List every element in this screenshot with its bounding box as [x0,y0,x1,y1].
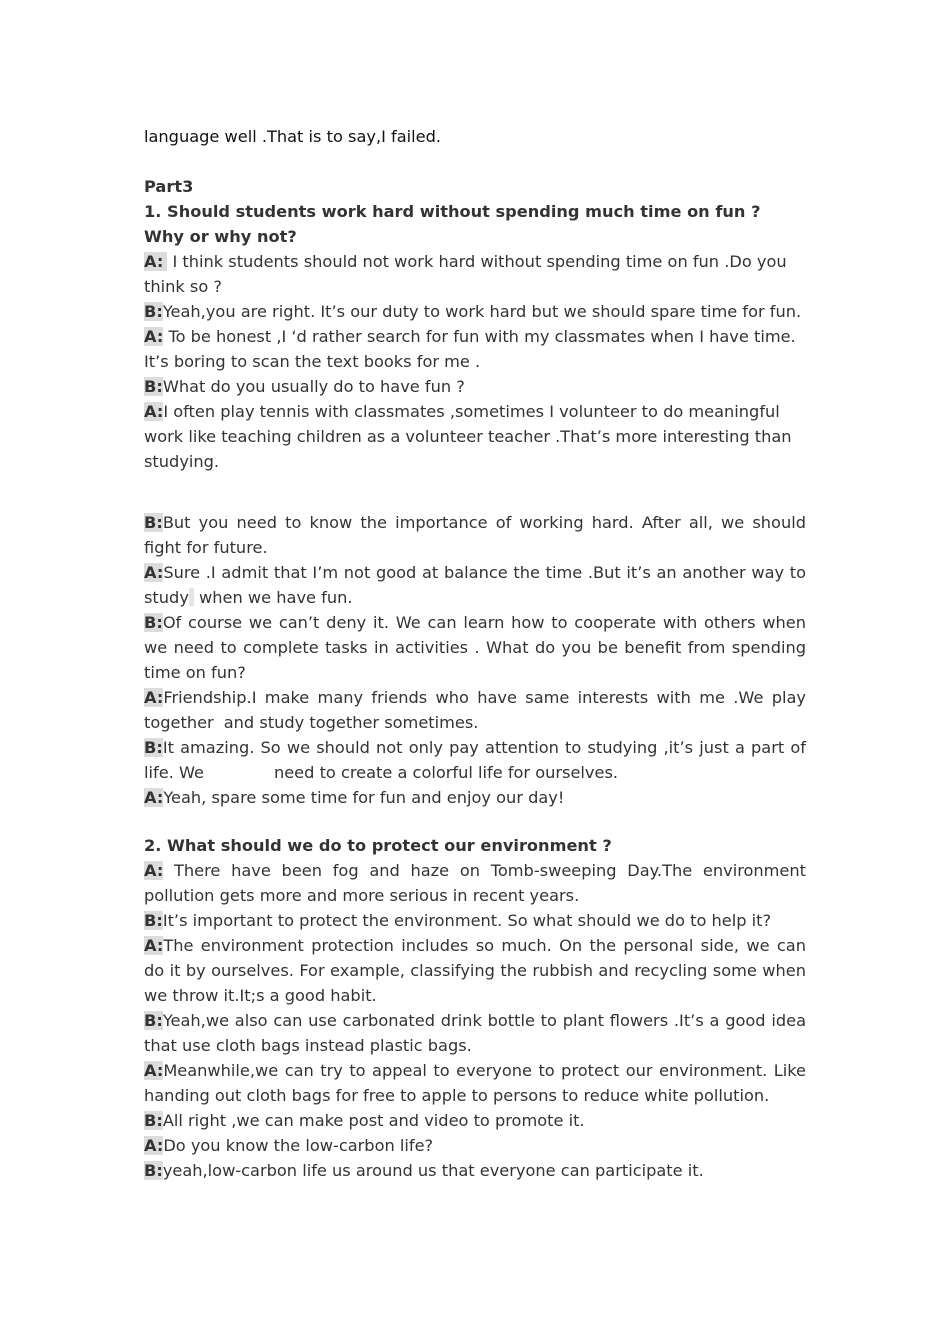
speaker-label: B: [144,1111,163,1130]
question-1-heading: 1. Should students work hard without spending much time on fun ? Why or why not? [144,202,761,246]
speaker-label: B: [144,911,163,930]
turn-text: There have been fog and haze on Tomb-sweeping Day.The environment pollution gets more and more serious in recent years. [144,861,806,905]
speaker-label: B: [144,1161,163,1180]
dialogue-turn [144,324,806,374]
turn-text: I often play tennis with classmates ,sometimes I volunteer to do meaningful work like teaching children as a volunteer teacher .That’s more interesting than studying. [144,402,792,471]
dialogue-turn [144,785,806,810]
speaker-label: B: [144,302,163,321]
turn-text: But you need to know the importance of working hard. After all, we should fight for future. [144,513,806,557]
dialogue-turn [144,299,806,324]
dialogue-turn [144,1008,806,1058]
intro-line: language well .That is to say,I failed. [144,127,442,146]
part-label: Part3 [144,177,194,196]
turn-text: To be honest ,I ‘d rather search for fun with my classmates when I have time. It’s boring to scan the text books for me . [144,327,796,371]
turn-text: Of course we can’t deny it. We can learn how to cooperate with others when we need to complete tasks in activities . What do you be benefit from spending time on fun? [144,613,806,682]
dialogue-turn [144,1158,806,1183]
speaker-label: A: [144,402,164,421]
turn-text: Yeah,we also can use carbonated drink bottle to plant flowers .It’s a good idea that use cloth bags instead plastic bags. [144,1011,806,1055]
speaker-label: A: [144,688,164,707]
question-2-section [144,833,806,1183]
dialogue-turn [144,610,806,685]
turn-text: Friendship.I make many friends who have same interests with me .We play together [144,688,806,732]
speaker-label: A: [144,1136,164,1155]
dialogue-turn [144,1133,806,1158]
dialogue-turn [144,510,806,560]
turn-text: need to create a colorful life for ourselves. [273,763,619,782]
turn-text: Do you know the low-carbon life? [163,1136,434,1155]
speaker-label: B: [144,738,163,757]
turn-text: Meanwhile,we can try to appeal to everyone to protect our environment. Like handing out cloth bags for free to apple to persons to reduce white pollution. [144,1061,806,1105]
speaker-label: A: [144,252,167,271]
speaker-label: A: [144,563,164,582]
question-1-continued [144,510,806,810]
turn-text: and study together sometimes. [223,713,479,732]
turn-text: The environment protection includes so much. On the personal side, we can do it by ourselves. For example, classifying the rubbish and recycling some when we throw it.It;s a good habit. [144,936,806,1005]
dialogue-turn [144,933,806,1008]
turn-text: yeah,low-carbon life us around us that everyone can participate it. [162,1161,704,1180]
dialogue-turn [144,1108,806,1133]
turn-text: I think students should not work hard without spending time on fun .Do you think so ? [144,252,787,296]
dialogue-turn [144,1058,806,1108]
dialogue-turn [144,399,806,474]
speaker-label: A: [144,1061,164,1080]
dialogue-turn [144,374,806,399]
dialogue-turn [144,858,806,908]
speaker-label: B: [144,513,163,532]
speaker-label: A: [144,861,164,880]
dialogue-turn [144,735,806,785]
turn-text: All right ,we can make post and video to promote it. [162,1111,585,1130]
turn-text: Yeah,you are right. It’s our duty to work hard but we should spare time for fun. [162,302,802,321]
question-2-heading: 2. What should we do to protect our environment ? [144,836,612,855]
speaker-label: A: [144,936,164,955]
turn-text: It’s important to protect the environment. So what should we do to help it? [162,911,772,930]
dialogue-turn [144,685,806,735]
dialogue-turn [144,908,806,933]
turn-text: Sure .I admit that I’m not good at balance the time .But it’s an another way to study [144,563,806,607]
speaker-label: A: [144,327,164,346]
turn-text: It amazing. So we should not only pay attention to studying ,it’s just a part of life. We [144,738,806,782]
turn-text: What do you usually do to have fun ? [162,377,465,396]
dialogue-turn [144,560,806,610]
speaker-label: B: [144,377,163,396]
part3-section [144,174,806,474]
speaker-label: B: [144,613,163,632]
turn-text: Yeah, spare some time for fun and enjoy our day! [163,788,565,807]
speaker-label: B: [144,1011,163,1030]
dialogue-turn [144,249,806,299]
turn-text: when we have fun. [193,588,353,607]
speaker-label: A: [144,788,164,807]
